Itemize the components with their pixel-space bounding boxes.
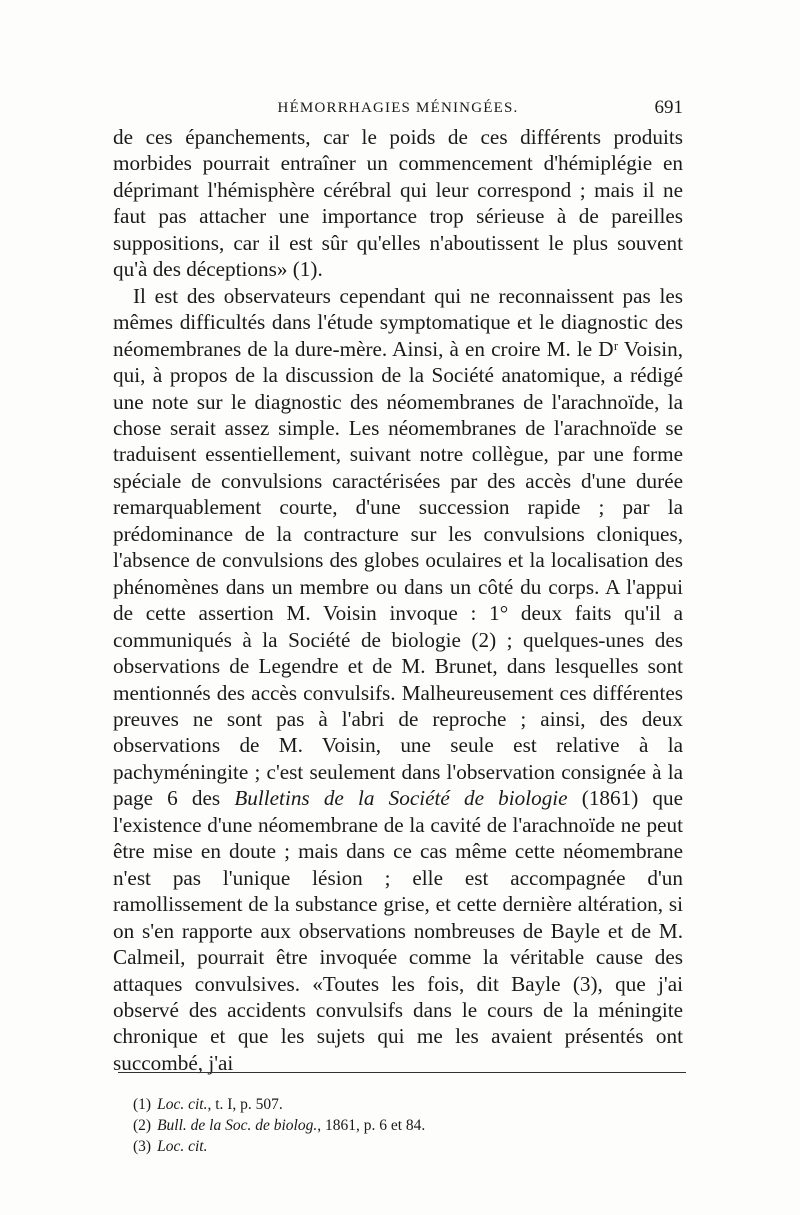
- footnote-rule: [118, 1072, 686, 1073]
- paragraph-continued: [113, 124, 683, 283]
- footnote: [133, 1136, 673, 1157]
- footnote-citation: Loc. cit.: [157, 1096, 208, 1113]
- page-number: 691: [654, 97, 683, 118]
- footnote-text: , t. I, p. 507.: [207, 1096, 283, 1113]
- paragraph-text: (1861) que l'existence d'une néomembrane de la cavité de l'arachnoïde ne peut être mise en doute ; mais dans ce cas même cette néomembrane n'est pas l'unique lésion ; elle est accompagnée d'un ramollissement de la substance grise, et cette dernière altération, si on s'en rapporte aux observations nombreuses de Bayle et de M. Calmeil, pourrait être invoquée comme la véritable cause des attaques convulsives. «Toutes les fois, dit Bayle (3), que j'ai observé des accidents convulsifs dans le cours de la méningite chronique et que les sujets qui me les avaient présentés ont succombé, j'ai: [113, 786, 684, 1075]
- footnote-number: (1): [133, 1096, 152, 1113]
- footnotes: [133, 1094, 673, 1157]
- running-title: HÉMORRHAGIES MÉNINGÉES.: [277, 100, 519, 116]
- footnote-number: (2): [133, 1117, 152, 1134]
- footnote-citation: Bull. de la Soc. de biolog.: [157, 1117, 318, 1134]
- footnote-citation: Loc. cit.: [157, 1138, 208, 1155]
- cited-title: Bulletins de la Société de biologie: [234, 786, 568, 811]
- paragraph: [113, 283, 683, 1077]
- paragraph-text: Il est des observateurs cependant qui ne reconnaissent pas les mêmes difficultés dans l'étude symptomatique et le diagnostic des néomembranes de la dure-mère. Ainsi, à en croire M. le Dʳ Voisin, qui, à propos de la discussion de la Société anatomique, a rédigé une note sur le diagnostic des néomembranes de l'arachnoïde, la chose serait assez simple. Les néomembranes de l'arachnoïde se traduisent essentiellement, suivant notre collègue, par une forme spéciale de convulsions caractérisées par des accès d'une durée remarquablement courte, d'une succession rapide ; par la prédominance de la contracture sur les convulsions cloniques, l'absence de convulsions des globes oculaires et la localisation des phénomènes dans un membre ou dans un côté du corps. A l'appui de cette assertion M. Voisin invoque : 1° deux faits qu'il a communiqués à la Société de biologie (2) ; quelques-unes des observations de Legendre et de M. Brunet, dans lesquelles sont mentionnés des accès convulsifs. Malheureusement ces différentes preuves ne sont pas à l'abri de reproche ; ainsi, des deux observations de M. Voisin, une seule est relative à la pachyméningite ; c'est seulement dans l'observation consignée à la page 6 des: [113, 283, 683, 811]
- footnote-text: , 1861, p. 6 et 84.: [317, 1117, 426, 1134]
- body-text: [113, 124, 683, 1076]
- footnote: [133, 1115, 673, 1136]
- footnote-number: (3): [133, 1138, 152, 1155]
- footnote: [133, 1094, 673, 1115]
- running-head: [113, 96, 683, 124]
- paragraph-text: de ces épanchements, car le poids de ces différents produits morbides pourrait entraîner un commencement d'hémiplégie en déprimant l'hémisphère cérébral qui leur correspond ; mais il ne faut pas attacher une importance trop sérieuse à de pareilles suppositions, car il est sûr qu'elles n'aboutissent le plus souvent qu'à des déceptions» (1).: [113, 125, 683, 282]
